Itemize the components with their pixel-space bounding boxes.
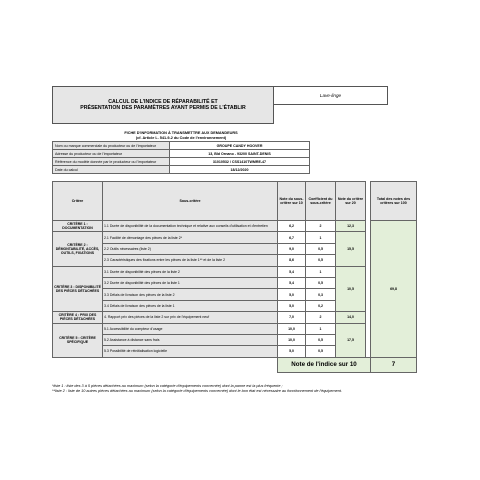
criterion-note: 12,3: [336, 221, 366, 232]
sub-criterion: 1.1 Durée de disponibilité de la documentation technique et relative aux conseils d'utilisation et d'entretien: [103, 221, 278, 232]
info-value: 18/12/2020: [170, 166, 310, 174]
table-row: [53, 266, 417, 277]
criterion-label: CRITÈRE 5 : CRITÈRE SPÉCIFIQUE: [53, 323, 103, 357]
coefficient: 1: [306, 266, 336, 277]
subtitle-line-1: FICHE D'INFORMATION À TRANSMETTRE AUX DEMANDEURS: [124, 131, 238, 135]
table-row: [53, 221, 417, 232]
info-label: Adresse du producteur ou de l'importateur: [53, 150, 170, 158]
info-label: Nom ou marque commerciale du producteur ou de l'importateur: [53, 142, 170, 150]
sub-note: 10,0: [278, 323, 306, 334]
spacer: [366, 312, 371, 323]
col-sous-critere: Sous-critère: [103, 182, 278, 221]
coefficient: 1: [306, 323, 336, 334]
spacer: [53, 357, 103, 372]
footnote-2: **liste 2 : liste de 10 autres pièces détachées au maximum (selon la catégorie d'équipements concernée) dont le bon état est nécessaire au fonctionnement de l'équipement.: [52, 389, 342, 394]
final-score-value: 7: [371, 357, 417, 372]
criterion-note: 17,5: [336, 323, 366, 357]
sub-note: 5,0: [278, 300, 306, 311]
sub-note: 5,0: [278, 346, 306, 357]
info-row: [53, 150, 310, 158]
document-title: [52, 86, 274, 124]
title-line-1: CALCUL DE L'INDICE DE RÉPARABILITÉ ET: [108, 98, 218, 105]
spacer: [103, 357, 278, 372]
col-critere: Critère: [53, 182, 103, 221]
final-score-label: Note de l'indice sur 10: [278, 357, 371, 372]
sub-criterion: 4. Rapport prix des pièces de la liste 2 sur prix de l'équipement neuf: [103, 312, 278, 323]
sub-criterion: 5.1 Accessibilité du compteur d'usage: [103, 323, 278, 334]
sub-criterion: 2.2 Outils nécessaires (liste 2): [103, 243, 278, 254]
spacer: [366, 232, 371, 266]
col-note-sous-critere: Note du sous-critère sur 10: [278, 182, 306, 221]
col-note-critere: Note du critère sur 20: [336, 182, 366, 221]
coefficient: 1: [306, 232, 336, 243]
criterion-note: 15,5: [336, 232, 366, 266]
col-coefficient: Coefficient du sous-critère: [306, 182, 336, 221]
coefficient: 0,5: [306, 255, 336, 266]
criterion-note: 10,5: [336, 266, 366, 312]
criterion-label: CRITÈRE 3 : DISPONIBILITÉ DES PIÈCES DÉTACHÉES: [53, 266, 103, 312]
sub-note: 5,0: [278, 289, 306, 300]
sub-criterion: 3.1 Durée de disponibilité des pièces de la liste 2: [103, 266, 278, 277]
criterion-note: 14,0: [336, 312, 366, 323]
footnotes: [52, 384, 422, 395]
criterion-label: CRITÈRE 1 : DOCUMENTATION: [53, 221, 103, 232]
sub-criterion: 3.2 Durée de disponibilité des pièces de la liste 1: [103, 277, 278, 288]
repairability-table: [52, 181, 417, 373]
sub-note: 8,6: [278, 255, 306, 266]
sub-criterion: 2.1 Facilité de démontage des pièces de la liste 2*: [103, 232, 278, 243]
table-row: [53, 312, 417, 323]
coefficient: 2: [306, 312, 336, 323]
sub-note: 6,7: [278, 232, 306, 243]
coefficient: 0,5: [306, 243, 336, 254]
sub-note: 10,0: [278, 334, 306, 345]
sub-note: 7,0: [278, 312, 306, 323]
info-row: [53, 142, 310, 150]
info-value: 13, Bld Ornano - 93200 SAINT-DENIS: [170, 150, 310, 158]
sub-note: 5,4: [278, 277, 306, 288]
info-value: GROUPE CANDY HOOVER: [170, 142, 310, 150]
footnote-1: *liste 1 : liste des 3 à 5 pièces détachées au maximum (selon la catégorie d'équipements concernée) dont la panne est la plus fréquente ;: [52, 384, 283, 388]
coefficient: 0,2: [306, 300, 336, 311]
col-total: Total des notes des critères sur 100: [371, 182, 417, 221]
product-type: Lave-linge: [274, 86, 388, 105]
info-row: [53, 166, 310, 174]
subtitle-line-2: (cf. Article L. 541-9-2 du Code de l'environnement): [135, 136, 227, 140]
coefficient: 0,3: [306, 289, 336, 300]
spacer: [366, 323, 371, 357]
sub-note: 6,2: [278, 221, 306, 232]
table-row: [53, 232, 417, 243]
criterion-label: CRITÈRE 4 : PRIX DES PIÈCES DÉTACHÉES: [53, 312, 103, 323]
sub-criterion: 5.2 Assistance à distance sans frais: [103, 334, 278, 345]
sub-note: 9,0: [278, 243, 306, 254]
info-label: Référence du modèle donnée par le producteur ou l'importateur: [53, 158, 170, 166]
sub-criterion: 3.4 Délais de livraison des pièces de la liste 1: [103, 300, 278, 311]
final-score-row: [53, 357, 417, 372]
sub-criterion: 2.3 Caractéristiques des fixations entre les pièces de la liste 1** et de la liste 2: [103, 255, 278, 266]
title-line-2: PRÉSENTATION DES PARAMÈTRES AYANT PERMIS DE L'ÉTABLIR: [80, 105, 246, 111]
header-row: [53, 182, 417, 221]
producer-info-table: [52, 131, 310, 174]
total-score: 69,8: [371, 221, 417, 358]
coefficient: 0,5: [306, 277, 336, 288]
criterion-label: CRITÈRE 2 : DÉMONTABILITÉ, ACCÈS, OUTILS, FIXATIONS: [53, 232, 103, 266]
sub-criterion: 3.3 Délais de livraison des pièces de la liste 2: [103, 289, 278, 300]
info-label: Date du calcul: [53, 166, 170, 174]
sub-criterion: 5.3 Possibilité de réinitialisation logicielle: [103, 346, 278, 357]
coefficient: 0,5: [306, 346, 336, 357]
info-row: [53, 158, 310, 166]
coefficient: 2: [306, 221, 336, 232]
info-value: 31010532 / CSS1410TWMRE-47: [170, 158, 310, 166]
table-row: [53, 323, 417, 334]
sub-note: 5,4: [278, 266, 306, 277]
coefficient: 0,5: [306, 334, 336, 345]
spacer: [366, 266, 371, 312]
